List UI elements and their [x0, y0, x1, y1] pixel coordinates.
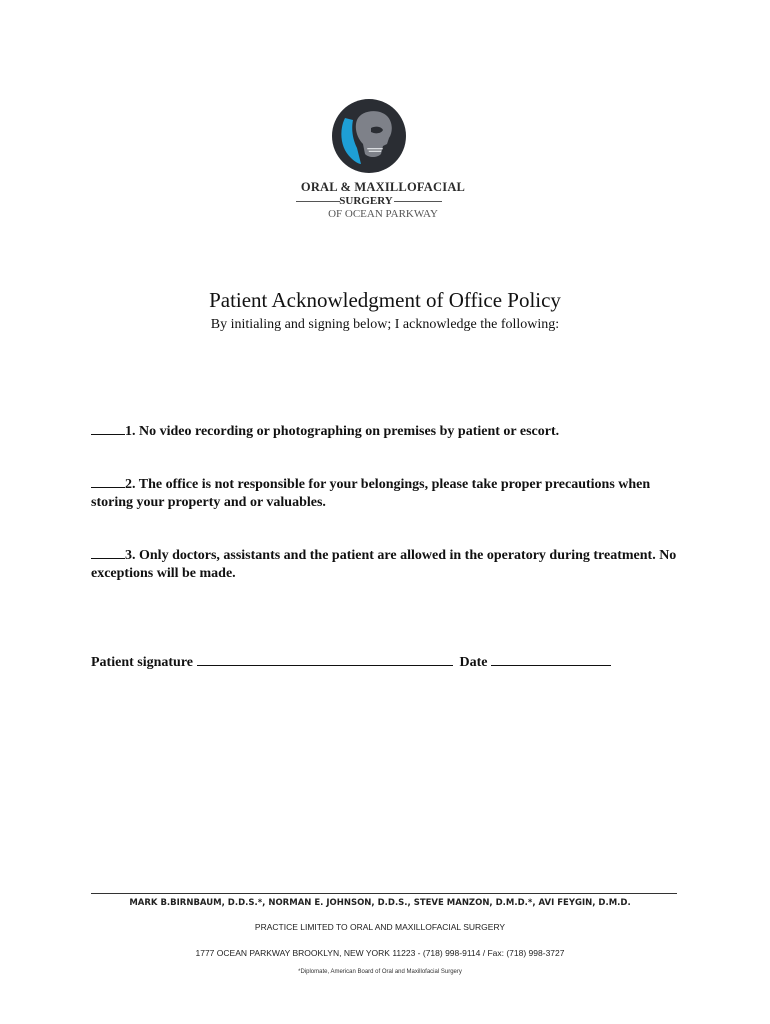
footer-doctors: MARK B.BIRNBAUM, D.D.S.*, NORMAN E. JOHNSON, D.D.S., STEVE MANZON, D.M.D.*, AVI FEYGIN, D.M.D. [129, 898, 631, 908]
policy-item-text: 3. Only doctors, assistants and the patient are allowed in the operatory during treatment. No exceptions will be made. [91, 548, 677, 581]
date-label: Date [459, 655, 488, 670]
logo-name-line1: ORAL & MAXILLOFACIAL [300, 180, 466, 194]
document-subtitle: By initialing and signing below; I acknowledge the following: [210, 317, 560, 332]
document-title: Patient Acknowledgment of Office Policy [209, 288, 561, 312]
signature-label: Patient signature [91, 655, 194, 670]
policy-item-text: 2. The office is not responsible for your belongings, please take proper precautions when storing your property and or valuables. [91, 477, 651, 510]
initial-blank-2[interactable] [91, 475, 125, 488]
initial-blank-1[interactable] [91, 422, 125, 435]
policy-item-text: 1. No video recording or photographing on premises by patient or escort. [125, 424, 560, 439]
signature-row [91, 653, 611, 671]
date-field[interactable] [491, 653, 611, 666]
policy-item-2 [91, 475, 681, 512]
footer-divider [91, 893, 677, 894]
policy-item-3 [91, 546, 681, 583]
skull-profile-icon [331, 98, 407, 174]
footer-note: *Diplomate, American Board of Oral and Maxillofacial Surgery [298, 969, 462, 975]
signature-field[interactable] [197, 653, 453, 666]
policy-item-1 [91, 422, 681, 441]
initial-blank-3[interactable] [91, 546, 125, 559]
logo-name-line3: OF OCEAN PARKWAY [328, 208, 438, 220]
footer-practice: PRACTICE LIMITED TO ORAL AND MAXILLOFACIAL SURGERY [254, 922, 506, 932]
footer-address: 1777 OCEAN PARKWAY BROOKLYN, NEW YORK 11223 - (718) 998-9114 / Fax: (718) 998-3727 [195, 948, 565, 958]
logo-name-line2: SURGERY [339, 195, 393, 207]
practice-logo [0, 98, 770, 228]
logo-rule-right [394, 201, 442, 202]
